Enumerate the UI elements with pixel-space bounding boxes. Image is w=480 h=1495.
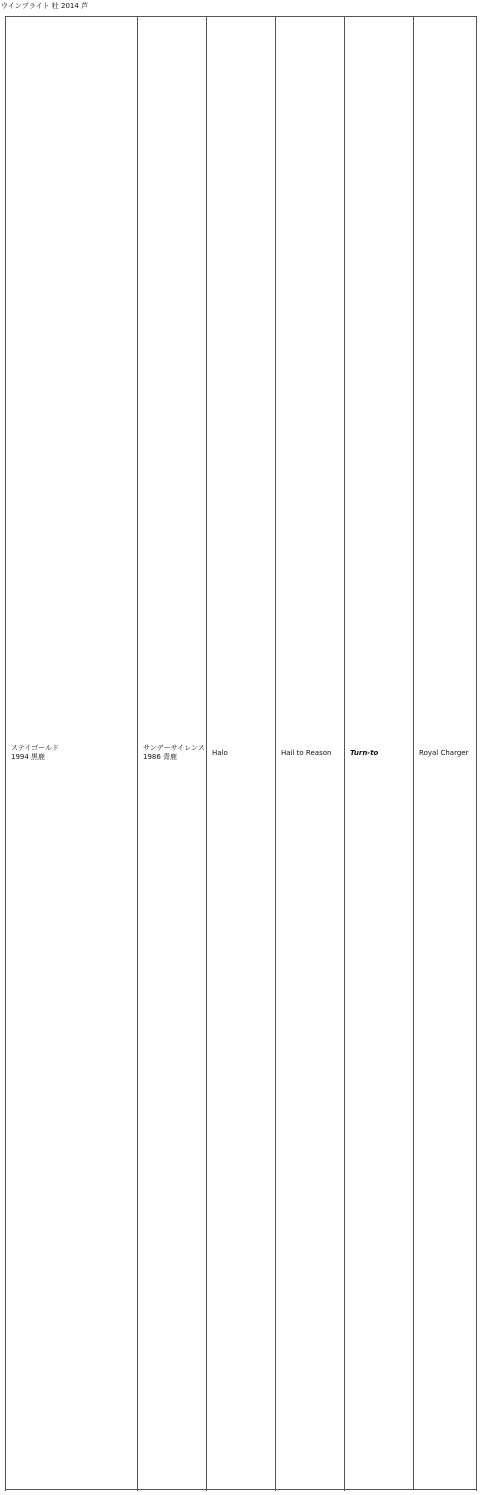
ancestor-name: Halo bbox=[212, 748, 228, 757]
ancestor-name: Royal Charger bbox=[419, 748, 469, 757]
gen2-ancestor bbox=[138, 17, 207, 1490]
gen5-ancestor bbox=[345, 17, 414, 1490]
ancestor-year: 1994 黒鹿 bbox=[11, 753, 46, 761]
gen3-ancestor bbox=[207, 17, 276, 1490]
pedigree-row bbox=[6, 17, 477, 1490]
ancestor-year: 1986 青鹿 bbox=[143, 753, 178, 761]
ancestor-name: サンデーサイレンス bbox=[143, 744, 205, 752]
page-title: ウインブライト 牡 2014 芦 bbox=[1, 2, 89, 10]
ancestor-name: Hail to Reason bbox=[281, 748, 332, 757]
gen4-ancestor bbox=[276, 17, 345, 1490]
ancestor-name: ステイゴールド bbox=[11, 744, 59, 752]
ancestor-name: Turn-to bbox=[350, 748, 379, 757]
gen1-ancestor bbox=[6, 17, 138, 1490]
gen6-ancestor bbox=[414, 17, 477, 1490]
pedigree-table bbox=[5, 16, 477, 1490]
